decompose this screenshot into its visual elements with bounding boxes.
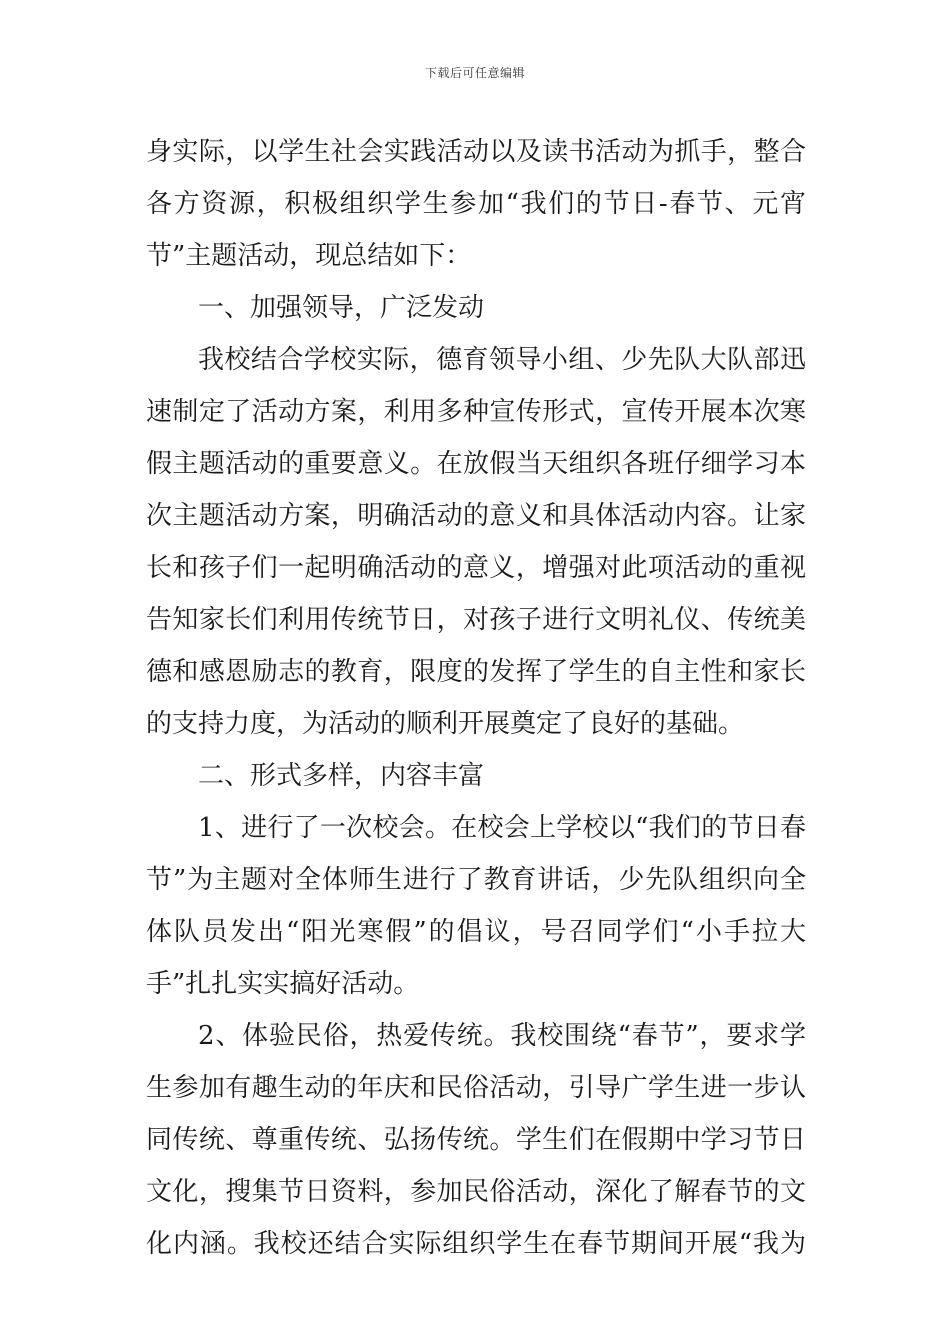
text-line: 文化，搜集节日资料，参加民俗活动，深化了解春节的文 [146, 1177, 806, 1207]
text-line: 手”扎扎实实搞好活动。 [146, 969, 420, 999]
section-heading: 一、加强领导，广泛发动 [198, 293, 485, 323]
text-line: 2、体验民俗，热爱传统。我校围绕“春节”，要求学 [198, 1021, 806, 1051]
text-line: 德和感恩励志的教育，限度的发挥了学生的自主性和家长 [146, 657, 806, 687]
text-line: 我校结合学校实际，德育领导小组、少先队大队部迅 [198, 345, 806, 375]
text-line: 次主题活动方案，明确活动的意义和具体活动内容。让家 [146, 501, 806, 531]
text-line: 假主题活动的重要意义。在放假当天组织各班仔细学习本 [146, 449, 806, 479]
text-line: 化内涵。我校还结合实际组织学生在春节期间开展“我为 [146, 1229, 806, 1259]
text-line: 各方资源，积极组织学生参加“我们的节日-春节、元宵 [146, 189, 806, 219]
text-line: 身实际，以学生社会实践活动以及读书活动为抓手，整合 [146, 137, 806, 167]
text-line: 速制定了活动方案，利用多种宣传形式，宣传开展本次寒 [146, 397, 806, 427]
text-line: 长和孩子们一起明确活动的意义，增强对此项活动的重视 [146, 553, 806, 583]
text-line: 节”主题活动，现总结如下： [146, 241, 472, 271]
text-line: 的支持力度，为活动的顺利开展奠定了良好的基础。 [146, 709, 745, 739]
text-line: 告知家长们利用传统节日，对孩子进行文明礼仪、传统美 [146, 605, 806, 635]
text-line: 节”为主题对全体师生进行了教育讲话，少先队组织向全 [146, 865, 806, 895]
header-note: 下载后可任意编辑 [424, 66, 525, 80]
text-line: 体队员发出“阳光寒假”的倡议，号召同学们“小手拉大 [146, 917, 806, 947]
text-line: 生参加有趣生动的年庆和民俗活动，引导广学生进一步认 [146, 1073, 806, 1103]
text-line: 同传统、尊重传统、弘扬传统。学生们在假期中学习节日 [146, 1125, 806, 1155]
section-heading: 二、形式多样，内容丰富 [198, 761, 485, 791]
text-line: 1、进行了一次校会。在校会上学校以“我们的节日春 [198, 813, 806, 843]
body-text [146, 126, 806, 1270]
